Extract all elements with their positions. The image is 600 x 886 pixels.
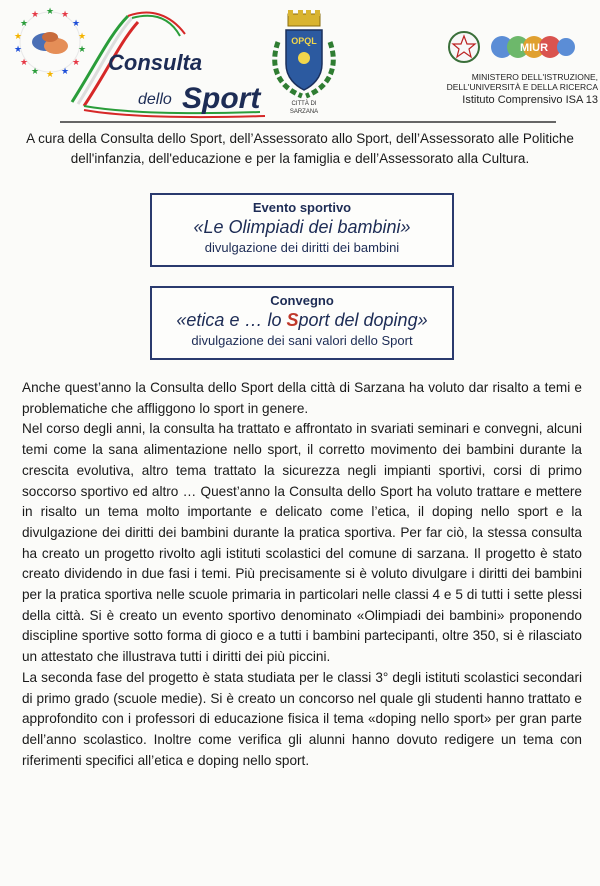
- body-paragraph-3: La seconda fase del progetto è stata studiata per le classi 3° degli istituti scolastici secondari di primo grado (scuole medie). Si è creato un concorso nel quale gli studenti hanno trattato e approfondito con i professori di educazione fisica il tema «doping nello sport» per gran parte dell’anno scolastico. Inoltre come verifica gli alunni hanno dovuto redigere un tema con riferimenti specifici all’etica e doping nello sport.: [22, 669, 582, 768]
- body-text: [22, 378, 582, 771]
- institute-name: Istituto Comprensivo ISA 13: [462, 94, 598, 106]
- shield-lettering: OPQL: [291, 36, 317, 46]
- miur-logo-icon: [491, 36, 575, 58]
- ministry-block: [428, 28, 598, 114]
- convegno-subtitle: divulgazione dei sani valori dello Sport: [191, 333, 413, 348]
- svg-text:★: ★: [77, 32, 87, 42]
- convegno-title-start: «etica e … lo: [176, 310, 287, 330]
- event-kicker: Evento sportivo: [252, 200, 352, 215]
- ministry-name: [428, 72, 598, 92]
- svg-text:★: ★: [71, 19, 81, 29]
- svg-text:★: ★: [45, 70, 55, 80]
- svg-text:★: ★: [30, 10, 40, 20]
- consulta-logo-graphic: [10, 4, 280, 120]
- convegno-kicker: Convegno: [270, 293, 334, 308]
- republic-emblem-icon: [449, 32, 479, 62]
- header-divider: [60, 121, 556, 123]
- svg-text:★: ★: [77, 45, 87, 55]
- svg-text:★: ★: [30, 67, 40, 77]
- event-box: [150, 193, 454, 267]
- svg-text:★: ★: [60, 67, 70, 77]
- convegno-title-end: port del doping»: [298, 310, 428, 330]
- citta-di-sarzana-crest: [262, 8, 346, 118]
- svg-text:★: ★: [13, 32, 23, 42]
- ministry-line-2: DELL'UNIVERSITÀ E DELLA RICERCA: [446, 82, 598, 92]
- sport-word: Sport: [182, 82, 261, 115]
- miur-lettering: MIUR: [519, 42, 549, 54]
- ministry-line-1: MINISTERO DELL'ISTRUZIONE,: [471, 72, 598, 82]
- svg-text:★: ★: [45, 7, 55, 17]
- stars-ring-icon: [14, 7, 86, 80]
- svg-text:★: ★: [19, 58, 29, 68]
- city-caption-2: SARZANA: [289, 109, 319, 115]
- event-subtitle: divulgazione dei diritti dei bambini: [204, 240, 400, 255]
- convegno-box: [150, 286, 454, 360]
- body-paragraph-2: Nel corso degli anni, la consulta ha trattato e affrontato in svariati seminari e convegni, alcuni temi come la sana alimentazione nello sport, il corretto movimento dei bambini durante la crescita evolutiva, altro tema trattato la sicurezza negli impianti sportivi, corsi di primo soccorso sportivo ed altro … Quest’anno la Consulta dello Sport ha voluto trattare e mettere in risalto un tema molto importante e delicato come l’etica, il doping nello sport e la divulgazione dei diritti dei bambini durante la pratica sportiva. Per far ciò, la stessa consulta ha creato un progetto rivolto agli istituti scolastici del comune di sarzana. Il progetto è stato creato dividendo in due fasi i temi. Più precisamente si è voluto divulgare i diritti dei bambini per la pratica sportiva nelle scuole primaria in particolari nelle classi 4 e 5 di tutti i sette plessi della città. Si è creato un evento sportivo denominato «Olimpiadi dei bambini» proponendo discipline sportive sotto forma di gioco e a tutti i bambini partecipanti, oltre 350, si è rilasciato un attestato che illustrava tutti i diritti dei più piccini.: [22, 421, 582, 665]
- convegno-title-accent: S: [286, 310, 299, 330]
- svg-text:★: ★: [71, 58, 81, 68]
- svg-text:★: ★: [60, 10, 70, 20]
- ministry-logos: [446, 28, 576, 66]
- city-crest-graphic: [262, 8, 346, 118]
- city-caption-1: CITTÀ DI: [291, 101, 317, 107]
- event-title: «Le Olimpiadi dei bambini»: [193, 217, 411, 237]
- header: [0, 0, 600, 118]
- svg-text:★: ★: [19, 19, 29, 29]
- dello-word: dello: [138, 91, 172, 108]
- body-paragraph-1: Anche quest’anno la Consulta dello Sport della città di Sarzana ha voluto dar risalto a temi e problematiche che affliggono lo sport in genere.: [22, 380, 582, 416]
- svg-text:★: ★: [13, 45, 23, 55]
- convegno-title: [152, 310, 452, 331]
- consulta-word: Consulta: [108, 50, 203, 75]
- consulta-dello-sport-logo: [10, 4, 280, 120]
- intro-paragraph: A cura della Consulta dello Sport, dell’Assessorato allo Sport, dell’Assessorato alle Politiche dell'infanzia, dell'educazione e per la famiglia e dell’Assessorato alla Cultura.: [26, 131, 574, 166]
